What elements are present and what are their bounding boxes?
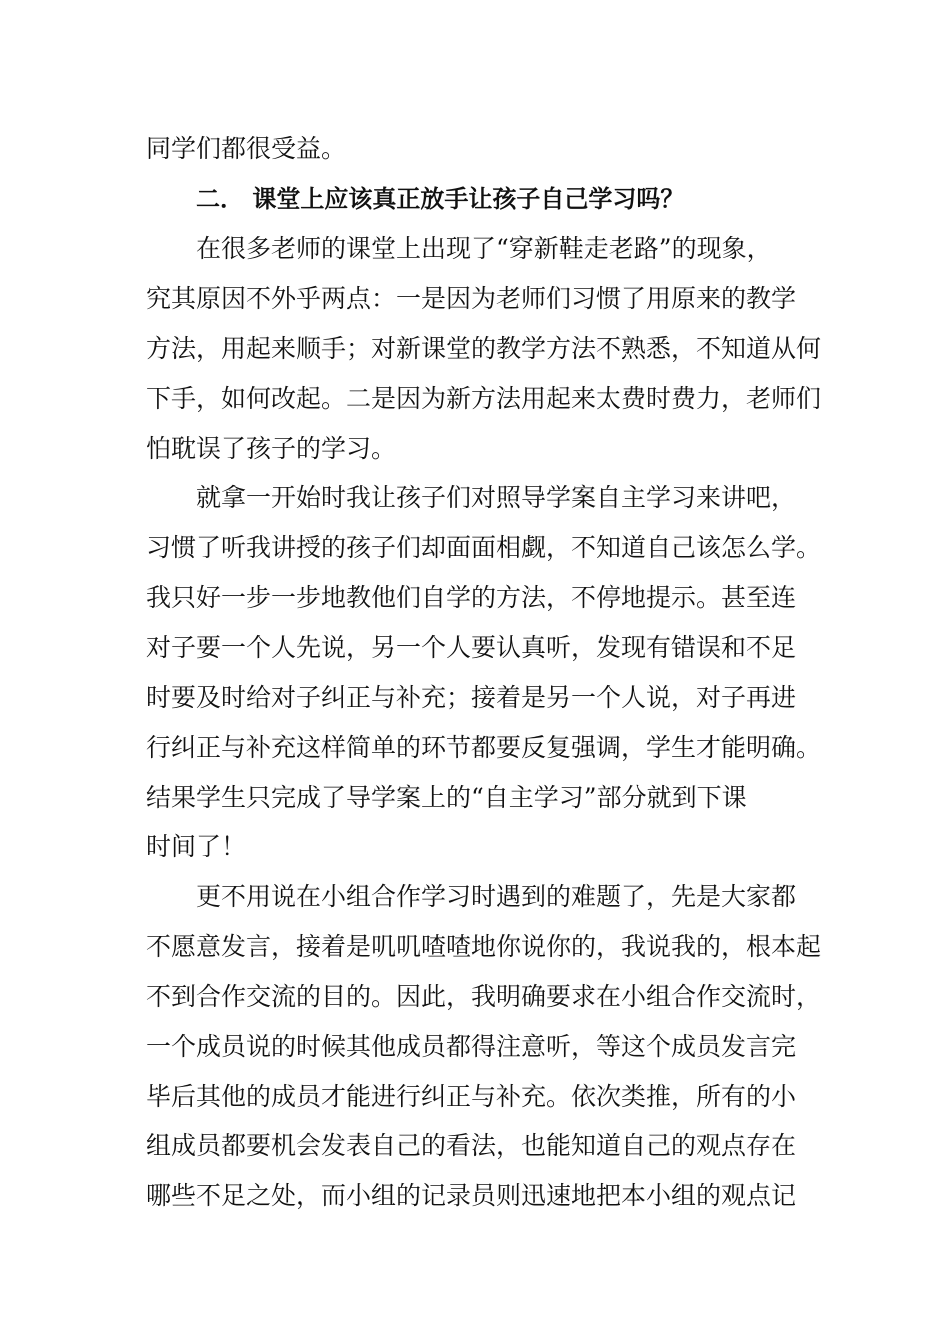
- text-line: 同学们都很受益。: [146, 134, 347, 163]
- text-line: 哪些不足之处，而小组的记录员则迅速地把本小组的观点记: [146, 1181, 797, 1210]
- text-line: 习惯了听我讲授的孩子们却面面相觑，不知道自己该怎么学。: [146, 533, 822, 562]
- text-line: 对子要一个人先说，另一个人要认真听，发现有错误和不足: [146, 633, 797, 662]
- text-line: 结果学生只完成了导学案上的“自主学习”部分就到下课: [146, 783, 747, 812]
- text-line: 不到合作交流的目的。因此，我明确要求在小组合作交流时，: [146, 982, 822, 1011]
- text-line: 不愿意发言，接着是叽叽喳喳地你说你的，我说我的，根本起: [146, 932, 822, 961]
- text-line: 怕耽误了孩子的学习。: [146, 434, 397, 463]
- text-line: 我只好一步一步地教他们自学的方法，不停地提示。甚至连: [146, 583, 797, 612]
- text-line: 毕后其他的成员才能进行纠正与补充。依次类推，所有的小: [146, 1082, 797, 1111]
- text-line: 行纠正与补充这样简单的环节都要反复强调，学生才能明确。: [146, 733, 822, 762]
- text-line: 时要及时给对子纠正与补充；接着是另一个人说，对子再进: [146, 683, 797, 712]
- text-line: 时间了！: [146, 832, 247, 861]
- paragraph-first-line: 更不用说在小组合作学习时遇到的难题了，先是大家都: [196, 882, 797, 911]
- text-line: 组成员都要机会发表自己的看法，也能知道自己的观点存在: [146, 1131, 797, 1160]
- text-line: 方法，用起来顺手；对新课堂的教学方法不熟悉，不知道从何: [146, 334, 822, 363]
- text-line: 一个成员说的时候其他成员都得注意听，等这个成员发言完: [146, 1032, 797, 1061]
- section-heading: 二． 课堂上应该真正放手让孩子自己学习吗？: [196, 185, 685, 213]
- paragraph-first-line: 就拿一开始时我让孩子们对照导学案自主学习来讲吧，: [196, 483, 797, 512]
- text-line: 下手，如何改起。二是因为新方法用起来太费时费力，老师们: [146, 384, 822, 413]
- paragraph-first-line: 在很多老师的课堂上出现了“穿新鞋走老路”的现象，: [196, 234, 772, 263]
- text-line: 究其原因不外乎两点：一是因为老师们习惯了用原来的教学: [146, 284, 797, 313]
